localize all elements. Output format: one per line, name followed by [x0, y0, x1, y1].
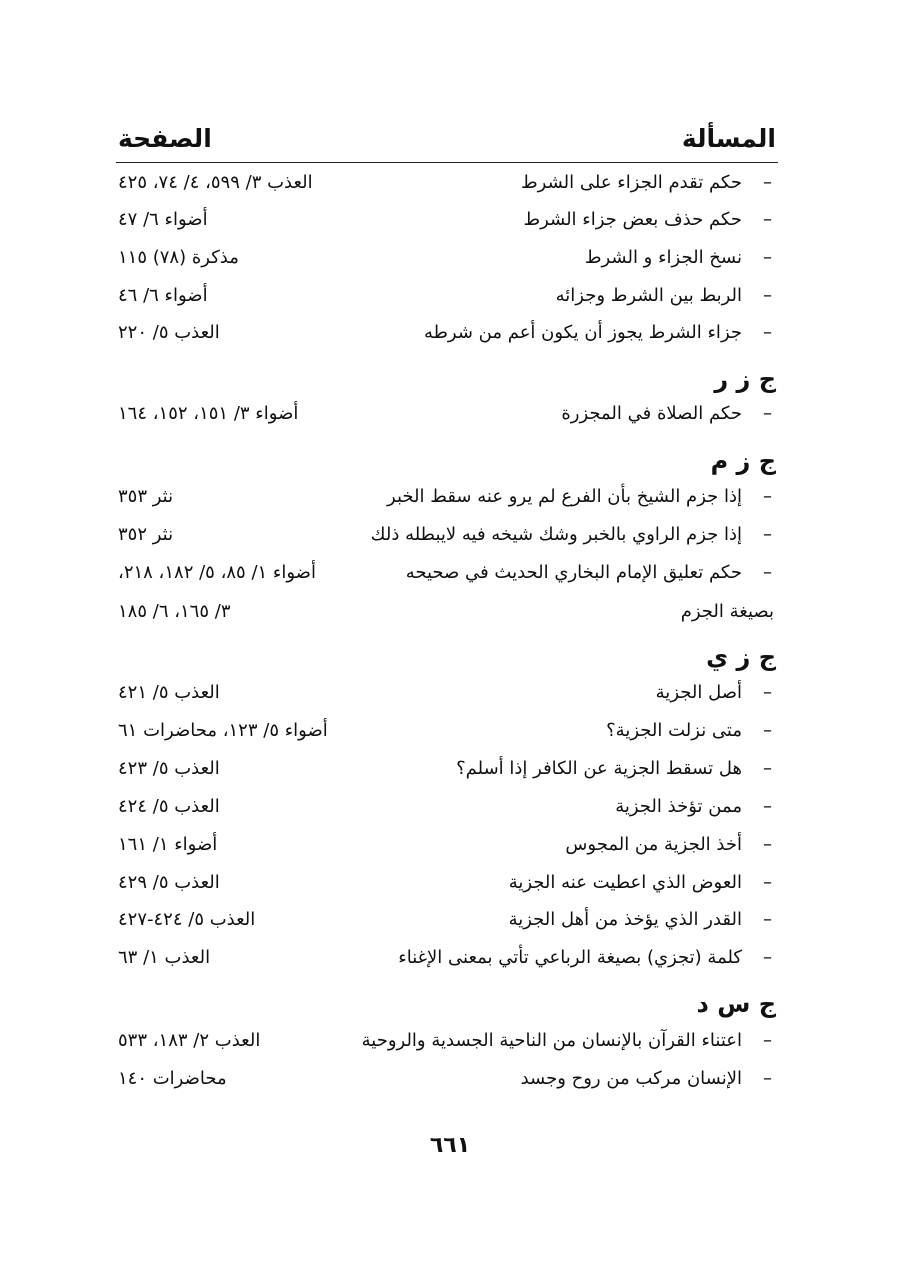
- question-text: الإنسان مركب من روح وجسد: [520, 1068, 742, 1089]
- page-ref: مذكرة (٧٨) ١١٥: [118, 247, 239, 268]
- question-text: جزاء الشرط يجوز أن يكون أعم من شرطه: [423, 322, 742, 343]
- page-ref: أضواء ٦/ ٤٦: [118, 285, 208, 306]
- page-ref: العذب ٥/ ٤٢١: [118, 682, 220, 703]
- page-ref: نثر ٣٥٣: [118, 486, 174, 507]
- question-text-continuation: بصيغة الجزم: [680, 601, 774, 622]
- bullet-dash: –: [763, 758, 772, 779]
- question-text: أصل الجزية: [655, 682, 742, 703]
- index-row: [0, 872, 900, 902]
- index-row: [0, 834, 900, 864]
- question-text: إذا جزم الشيخ بأن الفرع لم يرو عنه سقط الخبر: [387, 486, 742, 507]
- page-ref: العذب ٣/ ٥٩٩، ٤/ ٧٤، ٤٢٥: [118, 172, 313, 193]
- index-row: [0, 720, 900, 750]
- index-row: [0, 285, 900, 315]
- page-ref: العذب ٥/ ٤٢٣: [118, 758, 220, 779]
- question-text: اعتناء القرآن بالإنسان من الناحية الجسدية والروحية: [361, 1030, 742, 1051]
- column-header-question: المسألة: [681, 124, 776, 153]
- section-heading: ج ز ر: [714, 365, 776, 393]
- question-text: حكم حذف بعض جزاء الشرط: [523, 209, 742, 230]
- bullet-dash: –: [763, 524, 772, 545]
- index-row: [0, 947, 900, 977]
- bullet-dash: –: [763, 322, 772, 343]
- index-row: [0, 322, 900, 352]
- bullet-dash: –: [763, 172, 772, 193]
- bullet-dash: –: [763, 209, 772, 230]
- page-ref: العذب ٥/ ٢٢٠: [118, 322, 220, 343]
- bullet-dash: –: [763, 834, 772, 855]
- bullet-dash: –: [763, 1030, 772, 1051]
- page-ref: العذب ٢/ ١٨٣، ٥٣٣: [118, 1030, 261, 1051]
- question-text: العوض الذي اعطيت عنه الجزية: [508, 872, 742, 893]
- header-divider: [116, 162, 778, 163]
- page-ref: العذب ٥/ ٤٢٩: [118, 872, 220, 893]
- question-text: أخذ الجزية من المجوس: [565, 834, 742, 855]
- index-row: [0, 247, 900, 277]
- page-number: ٦٦١: [429, 1133, 471, 1158]
- page-ref: أضواء ١/ ١٦١: [118, 834, 218, 855]
- question-text: حكم الصلاة في المجزرة: [561, 403, 742, 424]
- index-row: [0, 1030, 900, 1060]
- index-row: [0, 209, 900, 239]
- bullet-dash: –: [763, 720, 772, 741]
- page-ref: العذب ٥/ ٤٢٤: [118, 796, 220, 817]
- question-text: متى نزلت الجزية؟: [606, 720, 742, 741]
- index-row: [0, 486, 900, 516]
- bullet-dash: –: [763, 562, 772, 583]
- index-row: [0, 758, 900, 788]
- question-text: حكم تقدم الجزاء على الشرط: [521, 172, 742, 193]
- bullet-dash: –: [763, 1068, 772, 1089]
- index-row: [0, 172, 900, 202]
- question-text: نسخ الجزاء و الشرط: [584, 247, 742, 268]
- page-ref: العذب ٥/ ٤٢٤-٤٢٧: [118, 909, 256, 930]
- page-ref: أضواء ١/ ٨٥، ٥/ ١٨٢، ٢١٨،: [118, 562, 316, 583]
- question-text: ممن تؤخذ الجزية: [615, 796, 742, 817]
- bullet-dash: –: [763, 796, 772, 817]
- question-text: إذا جزم الراوي بالخبر وشك شيخه فيه لايبطله ذلك: [370, 524, 742, 545]
- index-row: [0, 562, 900, 592]
- bullet-dash: –: [763, 909, 772, 930]
- page-ref: نثر ٣٥٢: [118, 524, 174, 545]
- bullet-dash: –: [763, 403, 772, 424]
- question-text: حكم تعليق الإمام البخاري الحديث في صحيحه: [405, 562, 742, 583]
- question-text: الربط بين الشرط وجزائه: [555, 285, 742, 306]
- page-ref: العذب ١/ ٦٣: [118, 947, 211, 968]
- page-ref: أضواء ٣/ ١٥١، ١٥٢، ١٦٤: [118, 403, 299, 424]
- index-row: [0, 909, 900, 939]
- index-row: [0, 524, 900, 554]
- question-text: هل تسقط الجزية عن الكافر إذا أسلم؟: [456, 758, 742, 779]
- bullet-dash: –: [763, 947, 772, 968]
- section-heading: ج س د: [696, 990, 776, 1018]
- index-row: [0, 796, 900, 826]
- section-heading: ج ز ي: [706, 643, 776, 671]
- question-text: كلمة (تجزي) بصيغة الرباعي تأتي بمعنى الإغناء: [398, 947, 742, 968]
- bullet-dash: –: [763, 682, 772, 703]
- column-header-page: الصفحة: [118, 124, 212, 153]
- page-ref: أضواء ٥/ ١٢٣، محاضرات ٦١: [118, 720, 328, 741]
- page-ref: محاضرات ١٤٠: [118, 1068, 227, 1089]
- index-row: [0, 1068, 900, 1098]
- bullet-dash: –: [763, 486, 772, 507]
- bullet-dash: –: [763, 247, 772, 268]
- bullet-dash: –: [763, 285, 772, 306]
- bullet-dash: –: [763, 872, 772, 893]
- question-text: القدر الذي يؤخذ من أهل الجزية: [508, 909, 742, 930]
- section-heading: ج ز م: [710, 447, 776, 475]
- index-row: [0, 682, 900, 712]
- page-ref-continuation: ٣/ ١٦٥، ٦/ ١٨٥: [118, 601, 231, 622]
- page-ref: أضواء ٦/ ٤٧: [118, 209, 208, 230]
- index-row-continuation: [0, 601, 900, 631]
- index-row: [0, 403, 900, 433]
